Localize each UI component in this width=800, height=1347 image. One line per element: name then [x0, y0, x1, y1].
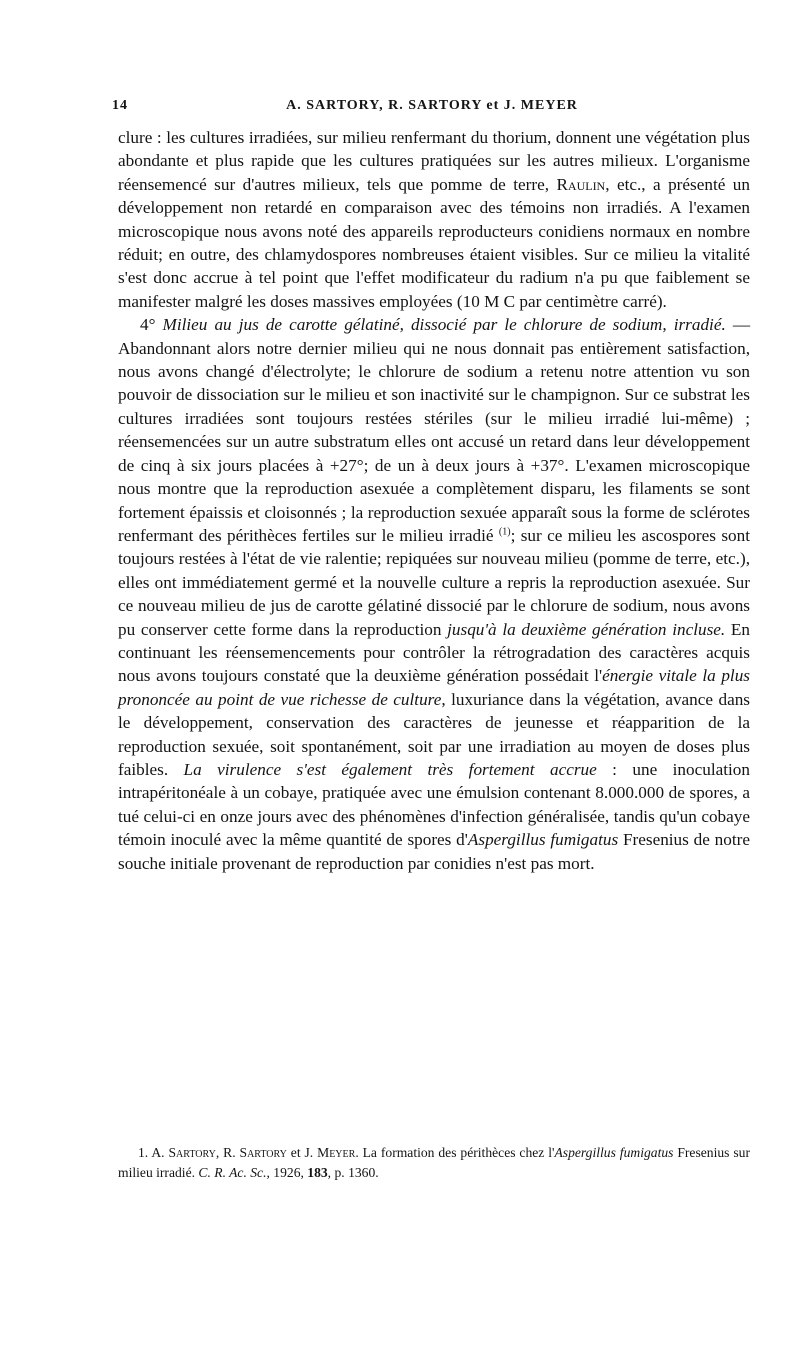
running-header [112, 98, 752, 120]
footnote-author: J. Meyer [304, 1145, 356, 1160]
text-span: clure : les cultures irradiées, sur milieu renfermant du thorium, donnent une végétation plus abondante et plus rapide que les cultures pratiquées sur les autres milieux. L'organisme réensemencé sur d'autres milieux, tels que pomme de terre, [118, 128, 750, 194]
paragraph-section-4 [118, 313, 750, 875]
volume-number: 183 [307, 1165, 328, 1180]
paragraph-continuation [118, 126, 750, 313]
section-heading: Milieu au jus de carotte gélatiné, dissocié par le chlorure de sodium, irradié. [155, 315, 726, 335]
text-span: Fresenius de notre souche initiale provenant de reproduction par conidies n'est pas mort. [118, 830, 750, 873]
text-span: , luxuriance dans la végétation, avance dans le développement, conservation des caractères de jeunesse et réapparition de la reproduction sexuée, soit spontanément, soit par une irradiation au moyen de doses plus faibles. [118, 689, 750, 779]
footnote-authors: A. Sartory, R. Sartory [148, 1145, 287, 1160]
text-span: — Abandonnant alors notre dernier milieu qui ne nous donnait pas entièrement satisfaction, nous avons changé d'électrolyte; le chlorure de sodium a retenu notre attention vu son pouvoir de dissociation sur le milieu et son inactivité sur le champignon. Sur ce substrat les cultures irradiées sont toujours restées stériles (sur le milieu irradié lui-même) ; réensemencées sur un autre substratum elles ont accusé un retard dans leur développement de cinq à six jours placées à +27°; de un à deux jours à +37°. L'examen microscopique nous montre que la reproduction asexuée a complètement disparu, les filaments se sont fortement épaissis et cloisonnés ; la reproduction sexuée apparaît sous la forme de sclérotes renfermant des périthèces fertiles sur le milieu irradié [118, 315, 750, 545]
body-text [118, 126, 750, 875]
species-name: Aspergillus fumigatus [467, 830, 619, 850]
text-span: , p. 1360. [327, 1165, 379, 1180]
italic-emphasis: jusqu'à la deuxième génération incluse. [447, 619, 726, 639]
footnote-number: 1. [138, 1145, 149, 1160]
text-span: ; sur ce milieu les ascospores sont toujours restées à l'état de vie ralentie; repiquées sur nouveau milieu (pomme de terre, etc.), elles ont immédiatement germé et la nouvelle culture a repris la reproduction asexuée. Sur ce nouveau milieu de jus de carotte gélatiné dissocié par le chlorure de sodium, nous avons pu conserver cette forme dans la reproduction [118, 525, 750, 639]
text-span: . La formation des périthèces chez l' [355, 1145, 555, 1160]
text-span: , 1926, [266, 1165, 308, 1180]
page-number: 14 [112, 98, 128, 113]
section-number: 4° [140, 315, 156, 335]
footnote-reference: (1) [498, 526, 511, 538]
text-span: En continuant les réensemencements pour contrôler la rétrogradation des caractères acquis nous avons toujours constaté que la deuxième génération possédait l' [118, 619, 750, 686]
text-span: et [286, 1145, 305, 1160]
italic-emphasis: énergie vitale la plus prononcée au point de vue richesse de culture [118, 666, 750, 709]
species-name: Aspergillus fumigatus [554, 1145, 674, 1160]
text-span: Fresenius sur milieu irradié. [118, 1145, 750, 1180]
running-title-authors: A. SARTORY, R. SARTORY et J. MEYER [286, 98, 578, 113]
journal-name: C. R. Ac. Sc. [198, 1165, 267, 1180]
text-span: , etc., a présenté un développement non retardé en comparaison avec des témoins non irradiés. A l'examen microscopique nous avons noté des appareils reproducteurs conidiens normaux en nombre réduit; en outre, des chlamydospores nombreuses étaient visibles. Sur ce milieu la vitalité s'est donc accrue à tel point que l'effet modificateur du radium n'a pu que faiblement se manifester malgré les doses massives employées (10 M C par centimètre carré). [118, 174, 750, 311]
footnote [118, 1143, 750, 1183]
author-name-raulin: Raulin [556, 174, 606, 194]
text-span: : une inoculation intrapéritonéale à un cobaye, pratiquée avec une émulsion contenant 8.000.000 de spores, a tué celui-ci en onze jours avec des phénomènes d'infection généralisée, tandis qu'un cobaye témoin inoculé avec la même quantité de spores d' [118, 759, 750, 850]
italic-emphasis: La virulence s'est également très fortement accrue [183, 759, 597, 779]
